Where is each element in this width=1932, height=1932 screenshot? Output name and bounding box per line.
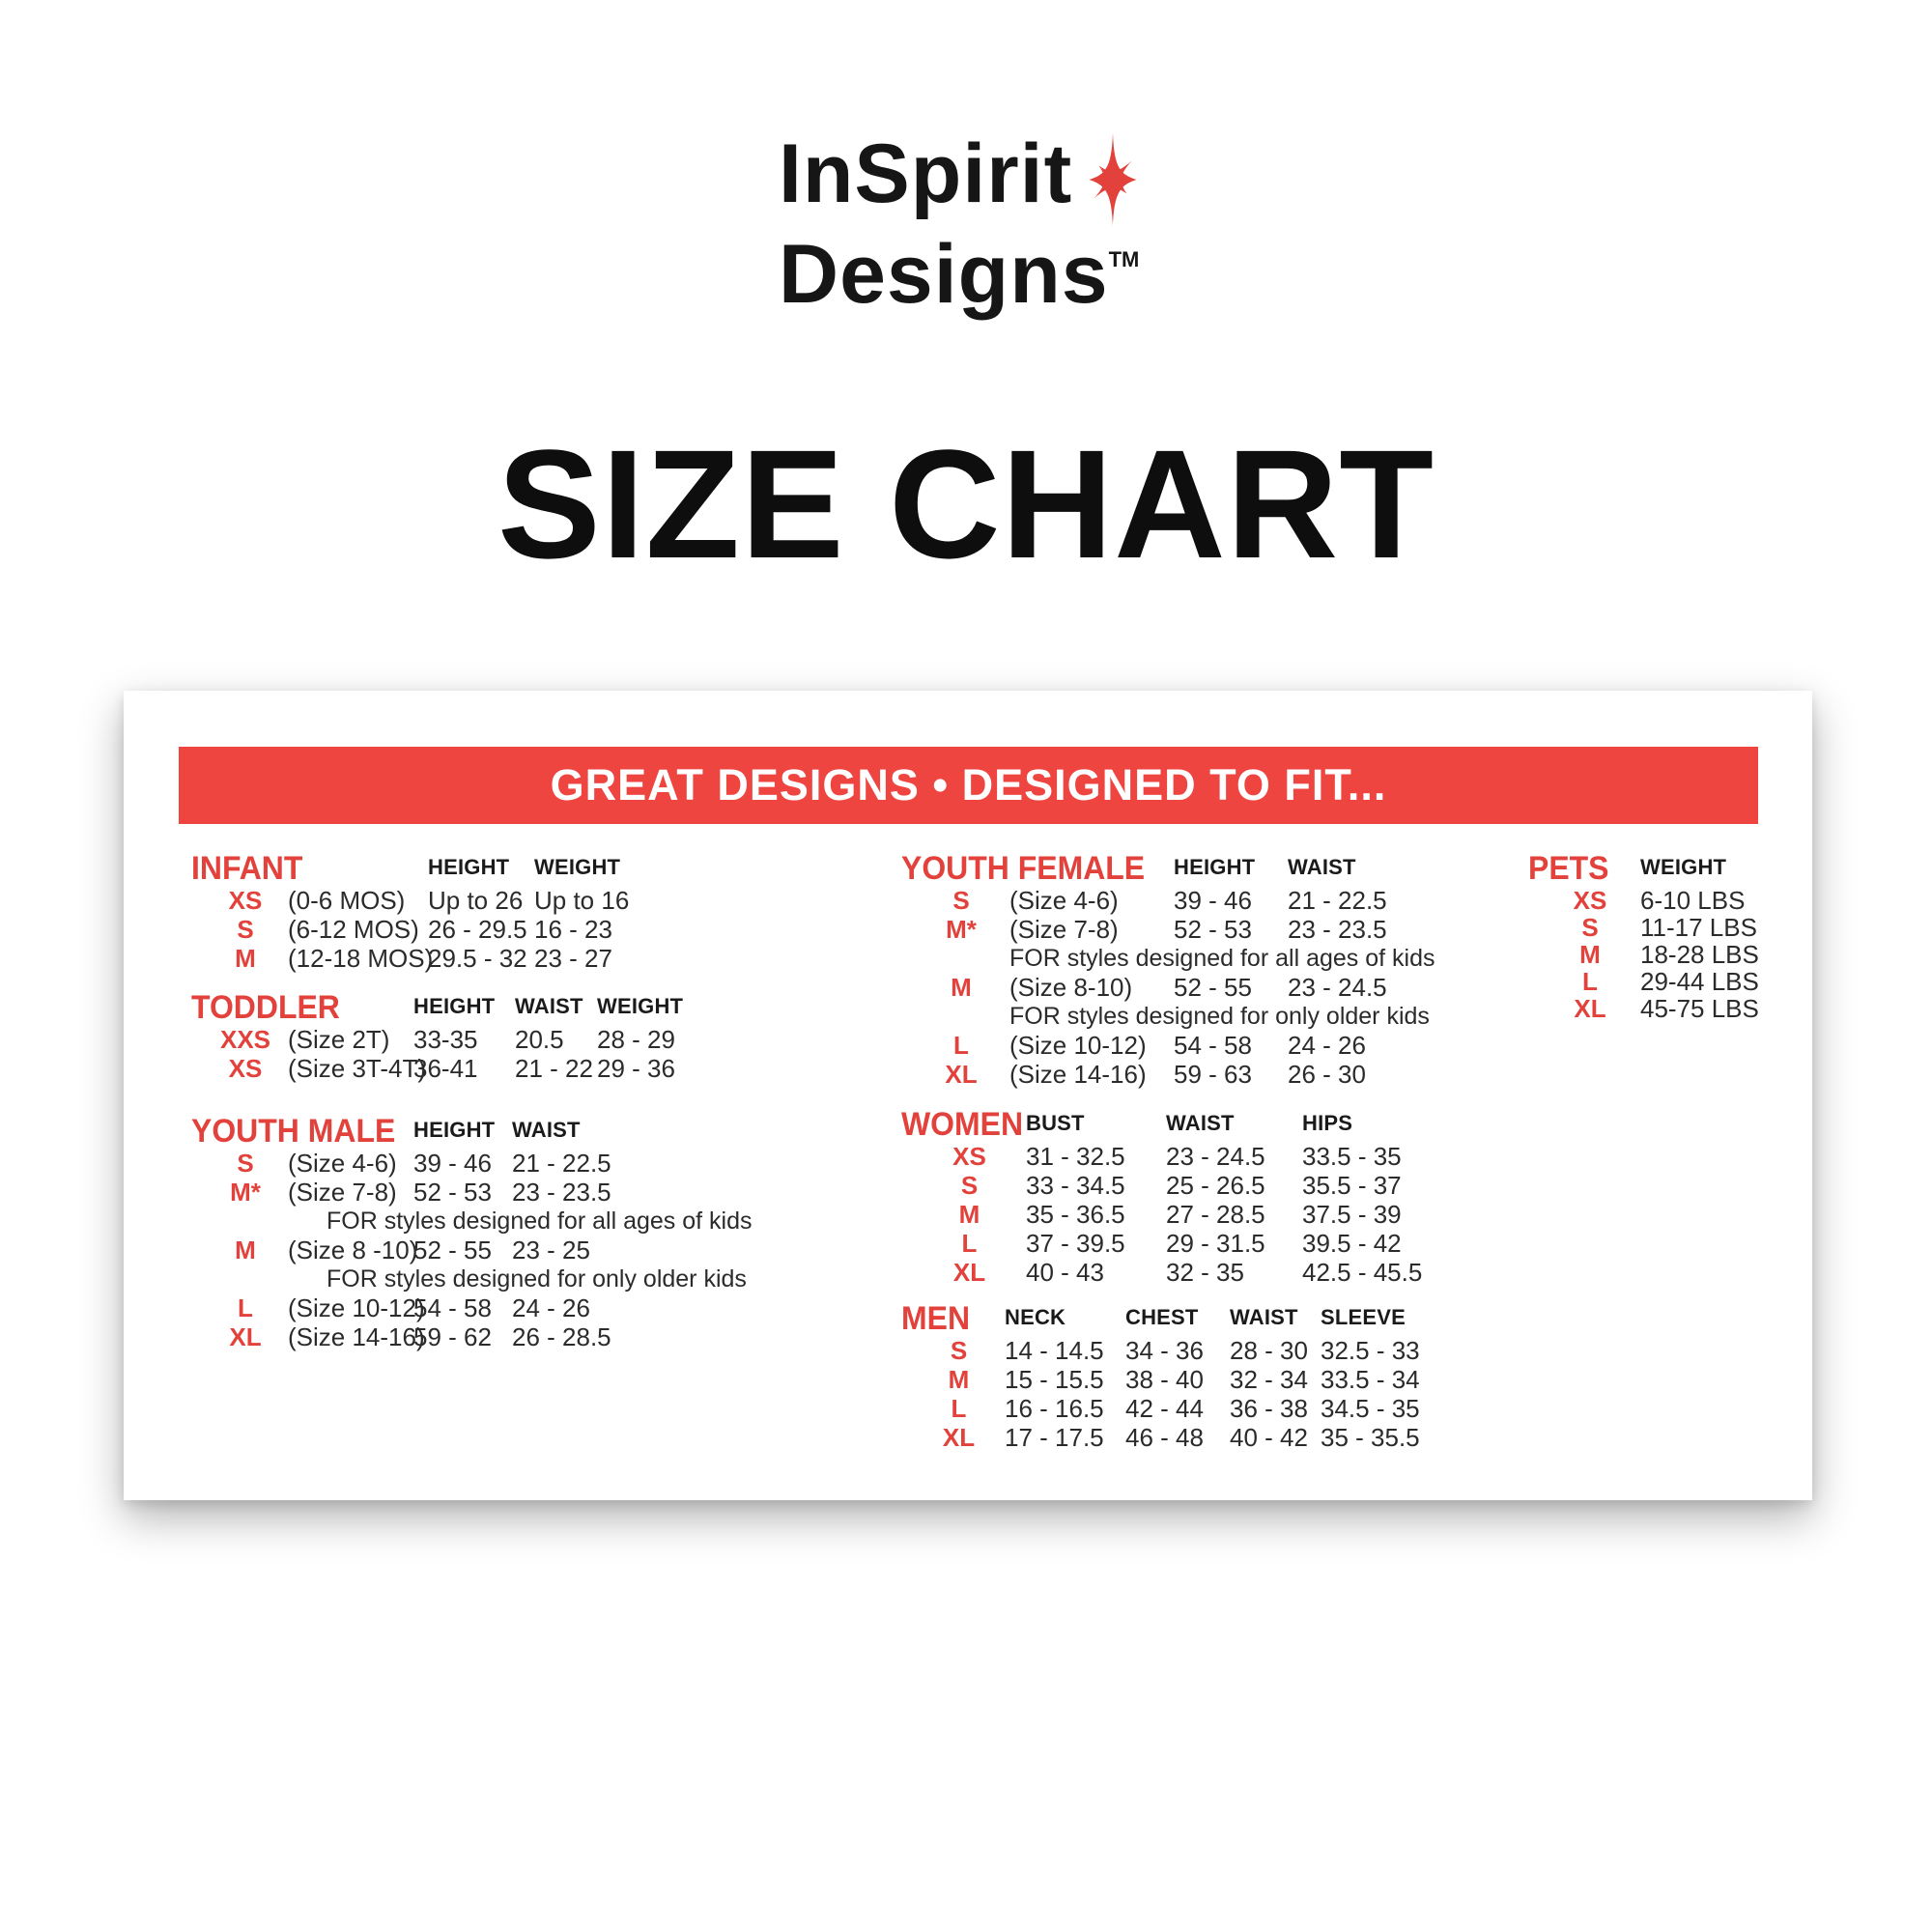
men-value: 15 - 15.5 bbox=[1005, 1365, 1104, 1394]
women-header-bust: BUST bbox=[1026, 1111, 1085, 1135]
women-value: 31 - 32.5 bbox=[1026, 1142, 1125, 1171]
pets-size-label: L bbox=[1582, 967, 1598, 996]
women-value: 33.5 - 35 bbox=[1302, 1142, 1402, 1171]
infant-value: 29.5 - 32 bbox=[428, 944, 527, 973]
women-value: 35 - 36.5 bbox=[1026, 1200, 1125, 1229]
toddler-value: 28 - 29 bbox=[597, 1025, 675, 1054]
youth_female-value: 24 - 26 bbox=[1288, 1031, 1366, 1060]
women-value: 40 - 43 bbox=[1026, 1258, 1104, 1287]
men-section-title: MEN bbox=[901, 1300, 971, 1337]
youth_male-value: 54 - 58 bbox=[413, 1293, 492, 1322]
youth_male-note: FOR styles designed for only older kids bbox=[327, 1265, 747, 1293]
women-value: 39.5 - 42 bbox=[1302, 1229, 1402, 1258]
youth_female-size-desc: (Size 14-16) bbox=[1009, 1060, 1147, 1089]
women-size-label: S bbox=[960, 1171, 979, 1200]
men-value: 46 - 48 bbox=[1125, 1423, 1204, 1452]
pets-size-label: M bbox=[1579, 940, 1601, 969]
page-title: SIZE CHART bbox=[497, 417, 1435, 590]
youth_female-value: 54 - 58 bbox=[1174, 1031, 1252, 1060]
youth_male-size-label: M bbox=[235, 1236, 256, 1264]
pets-value: 29-44 LBS bbox=[1640, 967, 1759, 996]
pets-value: 11-17 LBS bbox=[1640, 913, 1757, 942]
pets-size-table bbox=[1528, 841, 1808, 1021]
sparkle-star-icon bbox=[1078, 133, 1148, 226]
infant-size-table bbox=[191, 841, 800, 973]
banner: GREAT DESIGNS • DESIGNED TO FIT... bbox=[179, 747, 1758, 824]
men-value: 14 - 14.5 bbox=[1005, 1336, 1104, 1365]
infant-size-label: M bbox=[235, 944, 256, 973]
women-size-label: XS bbox=[952, 1142, 986, 1171]
youth_female-size-label: S bbox=[952, 886, 970, 915]
youth_female-size-label: XL bbox=[945, 1060, 978, 1089]
men-value: 33.5 - 34 bbox=[1321, 1365, 1420, 1394]
men-value: 34 - 36 bbox=[1125, 1336, 1204, 1365]
youth_female-header-height: HEIGHT bbox=[1174, 855, 1256, 879]
men-value: 32.5 - 33 bbox=[1321, 1336, 1420, 1365]
toddler-header-height: HEIGHT bbox=[413, 994, 496, 1018]
logo-line-2 bbox=[779, 226, 1148, 324]
logo-text-designs: Designs bbox=[779, 228, 1109, 321]
women-value: 42.5 - 45.5 bbox=[1302, 1258, 1423, 1287]
men-size-label: XL bbox=[942, 1423, 976, 1452]
youth_female-size-desc: (Size 8-10) bbox=[1009, 973, 1133, 1002]
youth_male-value: 23 - 23.5 bbox=[512, 1178, 611, 1207]
youth_male-value: 24 - 26 bbox=[512, 1293, 590, 1322]
infant-header-weight: WEIGHT bbox=[534, 855, 621, 879]
youth_female-size-desc: (Size 7-8) bbox=[1009, 915, 1119, 944]
women-size-label: XL bbox=[952, 1258, 986, 1287]
youth-female-size-table bbox=[901, 841, 1587, 1089]
toddler-value: 29 - 36 bbox=[597, 1054, 675, 1083]
logo-text-inspirit: InSpirit bbox=[779, 128, 1073, 220]
infant-section-title: INFANT bbox=[191, 850, 303, 887]
youth_male-size-label: S bbox=[237, 1149, 254, 1178]
youth_male-value: 21 - 22.5 bbox=[512, 1149, 611, 1178]
youth_male-section-title: YOUTH MALE bbox=[191, 1113, 396, 1150]
inspirit-designs-logo bbox=[779, 126, 1148, 324]
pets-header-weight: WEIGHT bbox=[1640, 855, 1727, 879]
youth_female-value: 21 - 22.5 bbox=[1288, 886, 1387, 915]
men-value: 38 - 40 bbox=[1125, 1365, 1204, 1394]
youth_female-value: 23 - 23.5 bbox=[1288, 915, 1387, 944]
infant-size-label: S bbox=[237, 915, 254, 944]
toddler-header-waist: WAIST bbox=[515, 994, 583, 1018]
pets-value: 45-75 LBS bbox=[1640, 994, 1759, 1023]
youth_female-value: 52 - 53 bbox=[1174, 915, 1252, 944]
women-size-label: L bbox=[961, 1229, 978, 1258]
infant-value: Up to 16 bbox=[534, 886, 630, 915]
youth_female-note: FOR styles designed for only older kids bbox=[1009, 1003, 1430, 1030]
infant-size-desc: (12-18 MOS) bbox=[288, 944, 434, 973]
women-header-waist: WAIST bbox=[1166, 1111, 1235, 1135]
women-value: 23 - 24.5 bbox=[1166, 1142, 1265, 1171]
pets-size-label: XL bbox=[1574, 994, 1606, 1023]
men-value: 17 - 17.5 bbox=[1005, 1423, 1104, 1452]
youth_male-size-label: M* bbox=[230, 1178, 261, 1207]
toddler-section-title: TODDLER bbox=[191, 989, 340, 1026]
youth_male-value: 23 - 25 bbox=[512, 1236, 590, 1264]
youth_male-size-label: L bbox=[238, 1293, 253, 1322]
youth_male-size-desc: (Size 14-16) bbox=[288, 1322, 425, 1351]
youth_female-size-desc: (Size 10-12) bbox=[1009, 1031, 1147, 1060]
men-header-sleeve: SLEEVE bbox=[1321, 1305, 1406, 1329]
youth_male-value: 39 - 46 bbox=[413, 1149, 492, 1178]
youth_female-value: 59 - 63 bbox=[1174, 1060, 1252, 1089]
women-value: 25 - 26.5 bbox=[1166, 1171, 1265, 1200]
infant-value: 16 - 23 bbox=[534, 915, 612, 944]
pets-value: 6-10 LBS bbox=[1640, 886, 1746, 915]
youth_female-value: 26 - 30 bbox=[1288, 1060, 1366, 1089]
pets-value: 18-28 LBS bbox=[1640, 940, 1759, 969]
youth_male-size-desc: (Size 8 -10) bbox=[288, 1236, 418, 1264]
logo-line-1 bbox=[779, 126, 1148, 226]
youth_male-value: 52 - 55 bbox=[413, 1236, 492, 1264]
women-value: 37 - 39.5 bbox=[1026, 1229, 1125, 1258]
men-value: 35 - 35.5 bbox=[1321, 1423, 1420, 1452]
youth_male-header-waist: WAIST bbox=[512, 1118, 581, 1142]
youth_male-value: 59 - 62 bbox=[413, 1322, 492, 1351]
men-size-table bbox=[901, 1292, 1616, 1452]
infant-value: Up to 26 bbox=[428, 886, 524, 915]
men-value: 40 - 42 bbox=[1230, 1423, 1308, 1452]
toddler-header-weight: WEIGHT bbox=[597, 994, 684, 1018]
men-header-neck: NECK bbox=[1005, 1305, 1066, 1329]
women-value: 29 - 31.5 bbox=[1166, 1229, 1265, 1258]
men-value: 34.5 - 35 bbox=[1321, 1394, 1420, 1423]
men-size-label: M bbox=[948, 1365, 970, 1394]
women-value: 37.5 - 39 bbox=[1302, 1200, 1402, 1229]
men-size-label: S bbox=[950, 1336, 968, 1365]
youth_male-header-height: HEIGHT bbox=[413, 1118, 496, 1142]
youth_male-size-desc: (Size 7-8) bbox=[288, 1178, 397, 1207]
men-size-label: L bbox=[951, 1394, 967, 1423]
youth_male-note: FOR styles designed for all ages of kids bbox=[327, 1208, 753, 1235]
youth_male-value: 52 - 53 bbox=[413, 1178, 492, 1207]
men-value: 36 - 38 bbox=[1230, 1394, 1308, 1423]
trademark-symbol: TM bbox=[1108, 247, 1140, 271]
women-value: 33 - 34.5 bbox=[1026, 1171, 1125, 1200]
youth_male-value: 26 - 28.5 bbox=[512, 1322, 611, 1351]
infant-size-label: XS bbox=[228, 886, 263, 915]
size-chart-card bbox=[124, 691, 1812, 1500]
youth_male-size-desc: (Size 4-6) bbox=[288, 1149, 397, 1178]
toddler-size-desc: (Size 3T-4T) bbox=[288, 1054, 427, 1083]
youth_female-value: 39 - 46 bbox=[1174, 886, 1252, 915]
youth_female-value: 23 - 24.5 bbox=[1288, 973, 1387, 1002]
toddler-size-desc: (Size 2T) bbox=[288, 1025, 390, 1054]
youth_female-value: 52 - 55 bbox=[1174, 973, 1252, 1002]
toddler-value: 33-35 bbox=[413, 1025, 478, 1054]
women-value: 35.5 - 37 bbox=[1302, 1171, 1402, 1200]
toddler-size-label: XXS bbox=[219, 1025, 271, 1054]
youth_male-size-desc: (Size 10-12) bbox=[288, 1293, 425, 1322]
infant-size-desc: (0-6 MOS) bbox=[288, 886, 406, 915]
women-header-hips: HIPS bbox=[1302, 1111, 1353, 1135]
infant-size-desc: (6-12 MOS) bbox=[288, 915, 419, 944]
toddler-value: 36-41 bbox=[413, 1054, 478, 1083]
pets-size-label: S bbox=[1581, 913, 1599, 942]
youth_female-header-waist: WAIST bbox=[1288, 855, 1356, 879]
women-section-title: WOMEN bbox=[901, 1106, 1024, 1143]
toddler-size-table bbox=[191, 980, 829, 1083]
women-value: 27 - 28.5 bbox=[1166, 1200, 1265, 1229]
infant-value: 23 - 27 bbox=[534, 944, 612, 973]
infant-value: 26 - 29.5 bbox=[428, 915, 527, 944]
women-size-table bbox=[901, 1097, 1548, 1287]
men-header-waist: WAIST bbox=[1230, 1305, 1298, 1329]
men-value: 16 - 16.5 bbox=[1005, 1394, 1104, 1423]
toddler-size-label: XS bbox=[228, 1054, 263, 1083]
youth_female-size-label: M bbox=[951, 973, 972, 1002]
pets-size-label: XS bbox=[1573, 886, 1607, 915]
toddler-value: 20.5 bbox=[515, 1025, 564, 1054]
toddler-value: 21 - 22 bbox=[515, 1054, 593, 1083]
men-value: 32 - 34 bbox=[1230, 1365, 1308, 1394]
men-header-chest: CHEST bbox=[1125, 1305, 1199, 1329]
pets-section-title: PETS bbox=[1528, 850, 1609, 887]
youth_female-size-label: L bbox=[953, 1031, 969, 1060]
youth-male-size-table bbox=[191, 1104, 829, 1351]
youth_female-size-desc: (Size 4-6) bbox=[1009, 886, 1119, 915]
women-size-label: M bbox=[958, 1200, 980, 1229]
men-value: 28 - 30 bbox=[1230, 1336, 1308, 1365]
women-value: 32 - 35 bbox=[1166, 1258, 1244, 1287]
youth_female-note: FOR styles designed for all ages of kids bbox=[1009, 945, 1435, 972]
youth_male-size-label: XL bbox=[229, 1322, 262, 1351]
men-value: 42 - 44 bbox=[1125, 1394, 1204, 1423]
youth_female-section-title: YOUTH FEMALE bbox=[901, 850, 1146, 887]
youth_female-size-label: M* bbox=[946, 915, 977, 944]
infant-header-height: HEIGHT bbox=[428, 855, 510, 879]
